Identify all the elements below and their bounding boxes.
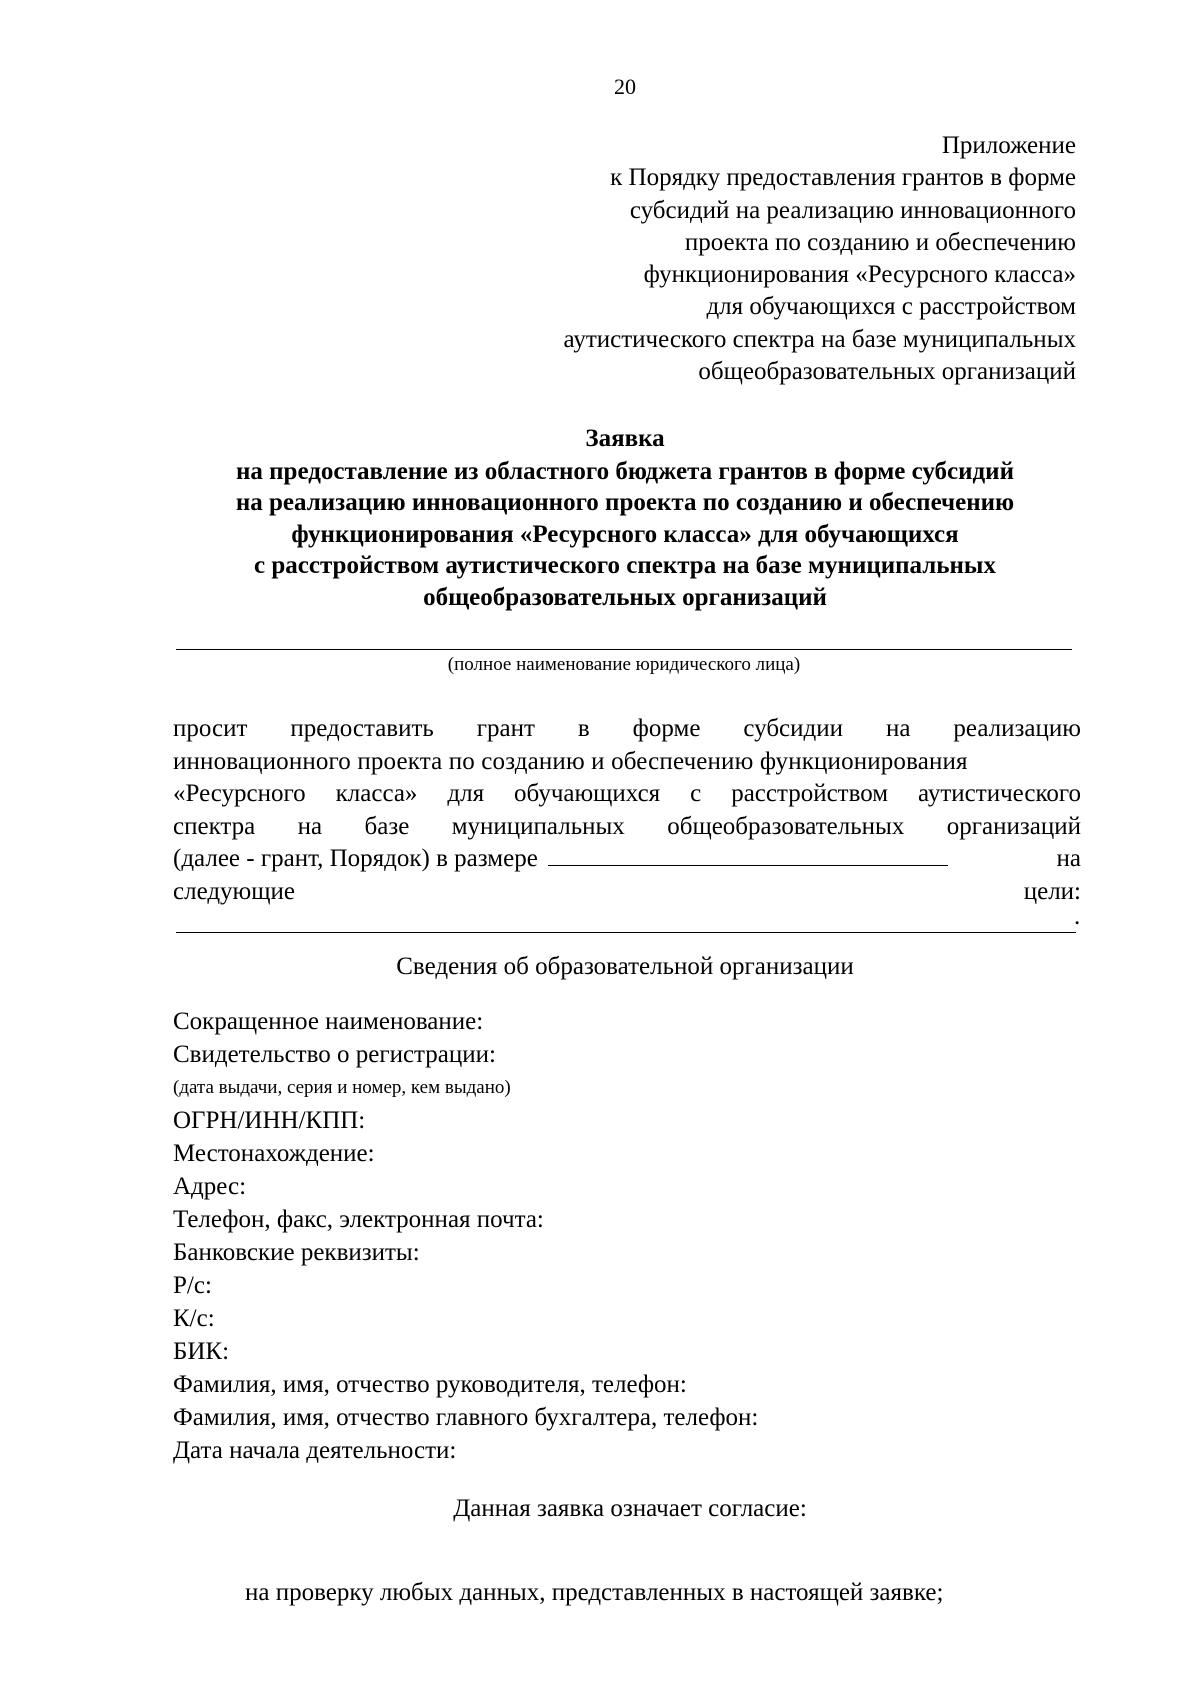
entity-name-caption: (полное наименование юридического лица) <box>447 654 801 675</box>
request-paragraph <box>173 713 1081 908</box>
word: базе <box>364 812 410 840</box>
field-correspondent-account: К/с: <box>173 1305 215 1332</box>
word: просит <box>173 715 248 742</box>
organization-fields <box>173 1005 758 1467</box>
paragraph-line <box>173 876 1081 909</box>
field-registration-certificate: Свидетельство о регистрации: <box>173 1041 496 1068</box>
word: аутистического <box>918 780 1081 807</box>
field-bik: БИК: <box>173 1338 230 1365</box>
word: реализацию <box>953 715 1081 742</box>
field-contacts: Телефон, факс, электронная почта: <box>173 1206 544 1233</box>
title-line: функционирования «Ресурсного класса» для обучающихся <box>291 520 959 548</box>
word: общеобразовательных <box>667 812 905 840</box>
word: предоставить <box>290 715 434 742</box>
field-bank-details: Банковские реквизиты: <box>173 1239 420 1266</box>
word: на <box>1056 845 1081 872</box>
entity-name-blank[interactable] <box>176 649 1072 650</box>
paragraph-line <box>173 843 1081 876</box>
word: с <box>690 780 702 807</box>
word: обучающихся <box>514 780 661 807</box>
amount-label <box>173 843 948 876</box>
appendix-header <box>456 130 1076 388</box>
grant-amount-blank[interactable] <box>548 843 948 866</box>
field-address: Адрес: <box>173 1173 247 1200</box>
word: на <box>885 715 911 742</box>
field-chief-accountant: Фамилия, имя, отчество главного бухгалтера, телефон: <box>173 1404 759 1431</box>
word: в <box>577 715 590 742</box>
word: следующие <box>173 877 295 905</box>
section-heading: Сведения об образовательной организации <box>396 953 854 980</box>
word: для <box>447 780 485 807</box>
appendix-line: для обучающихся с расстройством <box>706 293 1076 321</box>
word: класса» <box>335 780 418 807</box>
word: цели: <box>1023 877 1081 905</box>
paragraph-line <box>173 778 1081 811</box>
word: муниципальных <box>451 812 625 840</box>
word: организаций <box>946 812 1081 840</box>
title-heading: Заявка <box>585 425 665 452</box>
word: на <box>297 812 323 840</box>
field-start-date: Дата начала деятельности: <box>173 1437 457 1464</box>
paragraph-line <box>173 746 1081 779</box>
document-title <box>140 423 1110 613</box>
line-text: инновационного проекта по созданию и обеспечению функционирования <box>173 747 968 775</box>
field-registration-hint: (дата выдачи, серия и номер, кем выдано) <box>173 1077 511 1098</box>
title-line: на предоставление из областного бюджета грантов в форме субсидий <box>235 457 1014 485</box>
appendix-line: проекта по созданию и обеспечению <box>684 228 1076 256</box>
appendix-line: аутистического спектра на базе муниципальных <box>563 325 1076 353</box>
appendix-line: функционирования «Ресурсного класса» <box>643 261 1076 289</box>
word: спектра <box>173 812 256 840</box>
title-line: общеобразовательных организаций <box>423 583 827 611</box>
word: субсидии <box>743 715 843 742</box>
appendix-line: Приложение <box>941 132 1076 159</box>
consent-item: на проверку любых данных, представленных в настоящей заявке; <box>245 1579 944 1606</box>
appendix-line: субсидий на реализацию инновационного <box>629 196 1076 224</box>
paragraph-line <box>173 811 1081 844</box>
paragraph-line <box>173 713 1081 746</box>
word: форме <box>632 715 701 742</box>
word: расстройством <box>731 780 889 807</box>
consent-title: Данная заявка означает согласие: <box>453 1495 807 1522</box>
field-short-name: Сокращенное наименование: <box>173 1008 484 1035</box>
title-line: на реализацию инновационного проекта по созданию и обеспечению <box>235 489 1015 516</box>
field-location: Местонахождение: <box>173 1140 375 1167</box>
field-director: Фамилия, имя, отчество руководителя, телефон: <box>173 1371 687 1398</box>
title-line: с расстройством аутистического спектра на базе муниципальных <box>254 552 996 579</box>
line-text: (далее - грант, Порядок) в размере <box>173 845 538 872</box>
field-settlement-account: Р/с: <box>173 1272 212 1299</box>
appendix-line: к Порядку предоставления грантов в форме <box>610 164 1076 192</box>
purpose-period: . <box>1074 903 1081 930</box>
grant-purpose-blank[interactable] <box>176 910 1076 933</box>
word: грант <box>476 715 535 742</box>
field-ogrn-inn-kpp: ОГРН/ИНН/КПП: <box>173 1107 366 1134</box>
page-number: 20 <box>614 74 636 99</box>
word: «Ресурсного <box>173 780 306 807</box>
appendix-line: общеобразовательных организаций <box>698 358 1076 386</box>
